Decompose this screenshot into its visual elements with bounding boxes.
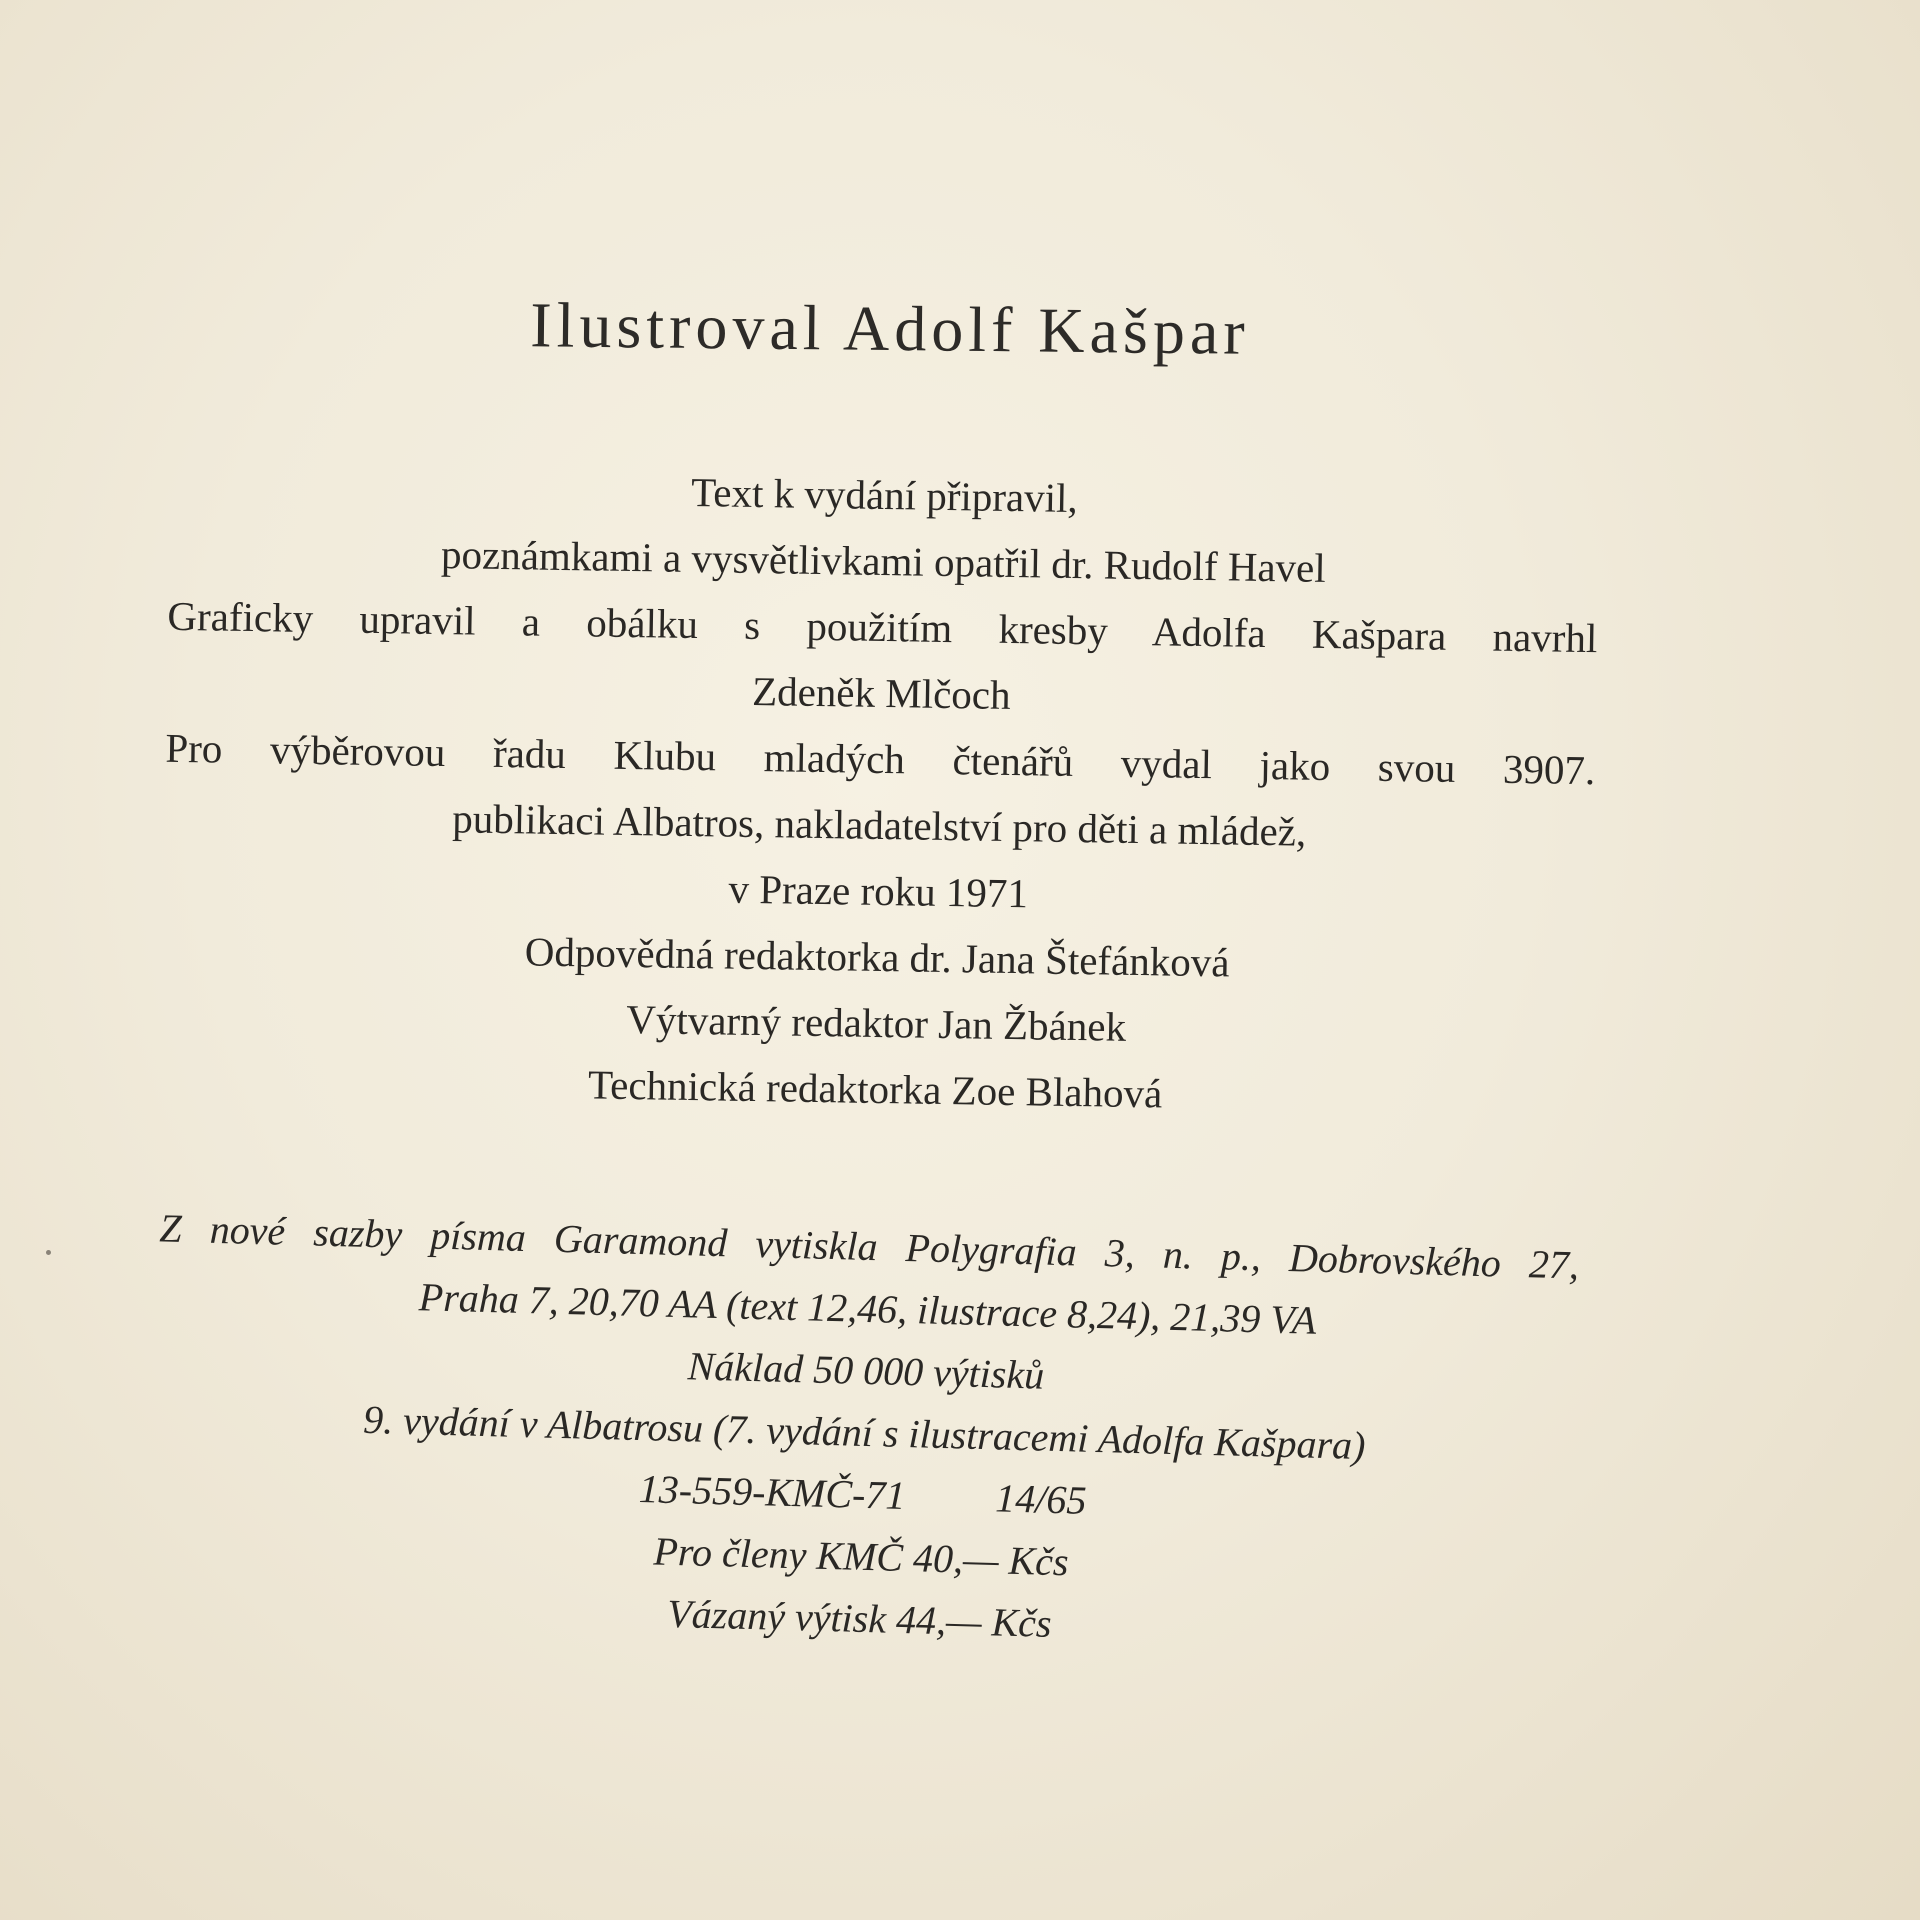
credit-line-art-editor: Výtvarný redaktor Jan Žbánek bbox=[625, 996, 1127, 1050]
credits-block bbox=[160, 451, 1600, 1133]
colophon-line-edition: 9. vydání v Albatrosu (7. vydání s ilustracemi Adolfa Kašpara) bbox=[362, 1396, 1367, 1469]
colophon-block bbox=[149, 1197, 1580, 1668]
credit-line-editor: Text k vydání připravil, bbox=[690, 468, 1079, 522]
colophon-code: 13-559-KMČ-71 bbox=[638, 1466, 907, 1519]
colophon-line-print-run: Náklad 50 000 výtisků bbox=[687, 1343, 1045, 1398]
credit-line-designer-name: Zdeněk Mlčoch bbox=[751, 667, 1011, 718]
credit-line-design: Graficky upravil a obálku s použitím kresby Adolfa Kašpara navrhl bbox=[167, 592, 1598, 662]
credit-line-series: Pro výběrovou řadu Klubu mladých čtenářů vydal jako svou 3907. bbox=[165, 724, 1596, 794]
stray-dot bbox=[46, 1250, 51, 1255]
credit-line-publisher: publikaci Albatros, nakladatelství pro děti a mládež, bbox=[452, 795, 1307, 855]
credit-line-responsible-editor: Odpovědná redaktorka dr. Jana Štefánková bbox=[524, 928, 1230, 986]
credit-line-notes: poznámkami a vysvětlivkami opatřil dr. Rudolf Havel bbox=[440, 531, 1327, 591]
colophon-line-print: Z nové sazby písma Garamond vytiskla Polygrafia 3, n. p., Dobrovského 27, bbox=[158, 1205, 1580, 1288]
colophon-price-bound: Vázaný výtisk 44,— Kčs bbox=[666, 1590, 1053, 1646]
credit-line-year: v Praze roku 1971 bbox=[728, 865, 1029, 917]
illustrator-title: Ilustroval Adolf Kašpar bbox=[529, 289, 1251, 368]
colophon-code-number: 14/65 bbox=[994, 1475, 1088, 1523]
credit-line-technical-editor: Technická redaktorka Zoe Blahová bbox=[587, 1061, 1163, 1117]
colophon-price-members: Pro členy KMČ 40,— Kčs bbox=[652, 1528, 1070, 1585]
colophon-line-sheets: Praha 7, 20,70 AA (text 12,46, ilustrace 8,24), 21,39 VA bbox=[418, 1274, 1317, 1343]
